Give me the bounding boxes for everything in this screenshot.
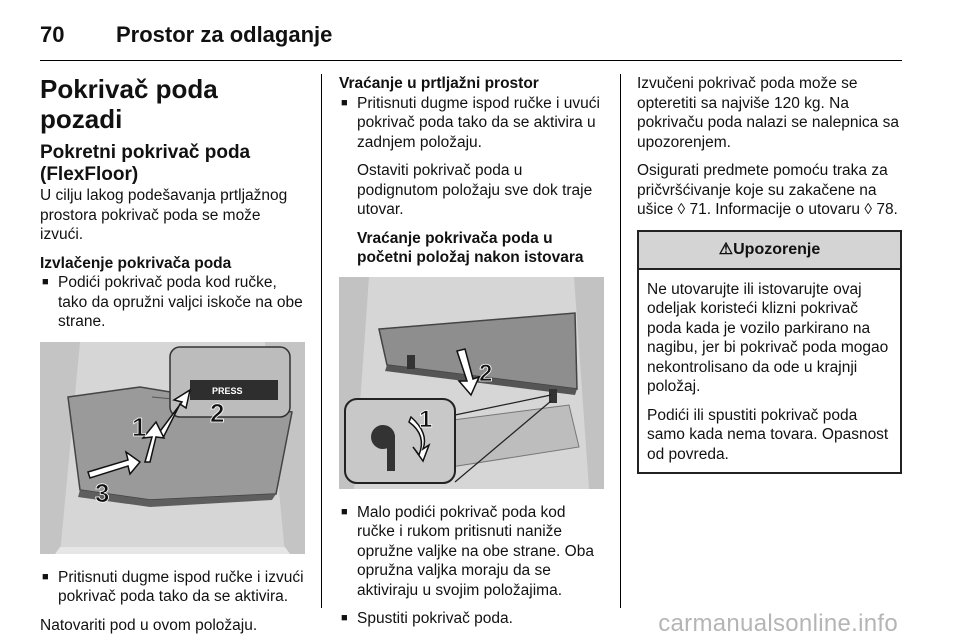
warning-header xyxy=(639,232,900,270)
watermark: carmanualsonline.info xyxy=(658,610,898,637)
header-rule xyxy=(40,60,902,61)
figure-label-2: 2 xyxy=(479,359,493,387)
return-bullet-1: ■ Pritisnuti dugme ispod ručke i uvući pokrivač poda tako da se aktivira u zadnjem položaju. xyxy=(339,94,604,153)
figure-label-2: 2 xyxy=(210,397,225,428)
figure-label-1: 1 xyxy=(419,405,433,433)
intro-paragraph: U cilju lakog podešavanja prtljažnog prostora pokrivač poda se može izvući. xyxy=(40,187,288,243)
chapter-title: Prostor za odlaganje xyxy=(116,22,333,47)
press-label: PRESS xyxy=(212,385,243,396)
pull-bullet-2: ■ Pritisnuti dugme ispod ručke i izvući pokrivač poda tako da se aktivira. xyxy=(40,568,305,607)
warning-box xyxy=(637,230,902,475)
reset-bullet-2: ■ Spustiti pokrivač poda. xyxy=(339,609,604,629)
return-paragraph: Ostaviti pokrivač poda u podignutom položaju sve dok traje utovar. xyxy=(357,162,593,218)
return-heading: Vraćanje u prtljažni prostor xyxy=(339,75,539,92)
figure-label-1: 1 xyxy=(132,411,147,442)
warning-paragraph-2: Podići ili spustiti pokrivač poda samo kada nema tovara. Opasnost od povreda. xyxy=(647,406,889,463)
section-title: Pokrivač poda pozadi xyxy=(40,74,218,134)
floor-cover-pull-figure xyxy=(40,342,305,554)
warning-title: Upozorenje xyxy=(733,240,821,258)
subsection-title: Pokretni pokrivač poda (FlexFloor) xyxy=(40,142,251,185)
figure-label-3: 3 xyxy=(95,477,110,508)
warning-body xyxy=(639,270,900,473)
column-2 xyxy=(339,74,604,629)
pull-heading: Izvlačenje pokrivača poda xyxy=(40,254,232,272)
floor-cover-reset-figure xyxy=(339,277,604,489)
column-divider-2 xyxy=(620,74,621,608)
column-divider-1 xyxy=(321,74,322,608)
page-header xyxy=(40,18,902,60)
reset-bullet-1: ■ Malo podići pokrivač poda kod ručke i rukom pritisnuti naniže opružne valjke na obe strane. Oba opružna valjka moraju da se aktiviraju u svojim položajima. xyxy=(339,503,604,601)
load-paragraph: Natovariti pod u ovom položaju. xyxy=(40,616,258,634)
securing-paragraph: Osigurati predmete pomoću traka za pričvršćivanje koje su zakačene na ušice ◊ 71. Informacije o utovaru ◊ 78. xyxy=(637,162,898,218)
page-number: 70 xyxy=(40,22,65,47)
column-3 xyxy=(637,74,902,474)
load-limit-paragraph: Izvučeni pokrivač poda može se opteretiti sa najviše 120 kg. Na pokrivaču poda nalazi se nalepnica sa upozorenjem. xyxy=(637,75,899,151)
warning-paragraph-1: Ne utovarujte ili istovarujte ovaj odeljak koristeći klizni pokrivač poda kada je vozilo parkirano na nagibu, jer bi pokrivač poda mogao nekontrolisano da ode u krajnji položaj. xyxy=(647,280,889,395)
column-1 xyxy=(40,74,305,635)
pull-bullet-1: ■ Podići pokrivač poda kod ručke, tako da opružni valjci iskoče na obe strane. xyxy=(40,273,305,332)
reset-heading: Vraćanje pokrivača poda u početni položaj nakon istovara xyxy=(357,229,584,266)
warning-icon: ⚠ xyxy=(718,240,734,258)
